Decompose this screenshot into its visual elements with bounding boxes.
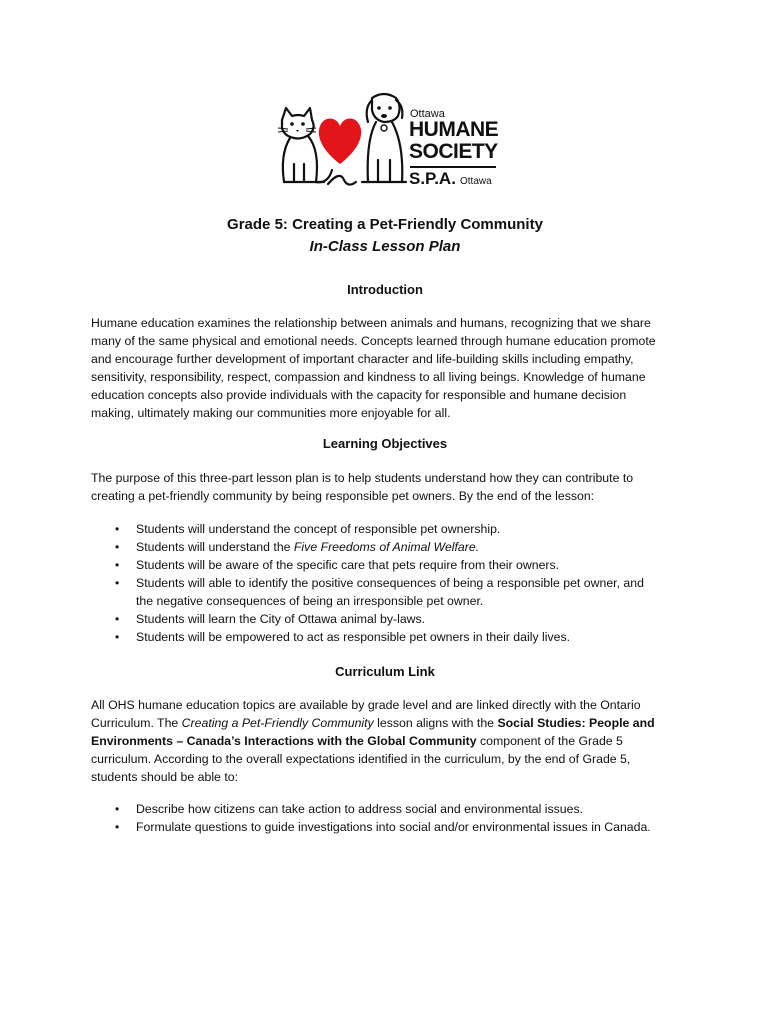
cat-heart-dog-icon xyxy=(272,84,412,192)
list-item-text: Students will understand the concept of responsible pet ownership. xyxy=(136,522,501,536)
introduction-heading: Introduction xyxy=(347,282,423,297)
logo-ottawa-bottom: Ottawa xyxy=(460,176,492,187)
text-line: many of the same physical and emotional needs. Concepts learned through humane education promote xyxy=(91,334,656,348)
text-strong: Social Studies: People and xyxy=(497,716,655,730)
list-item xyxy=(91,800,691,818)
logo-society: SOCIETY xyxy=(409,140,498,163)
introduction-paragraph xyxy=(91,314,681,422)
logo-ottawa-top: Ottawa xyxy=(410,108,445,120)
list-item-text: Formulate questions to guide investigations into social and/or environmental issues in Canada. xyxy=(136,820,651,834)
bullet-icon: • xyxy=(115,630,120,644)
list-item xyxy=(91,818,691,836)
document-subtitle: In-Class Lesson Plan xyxy=(309,238,461,255)
list-item-text: Students will able to identify the positive consequences of being a responsible pet owner, and xyxy=(136,576,644,590)
logo-humane: HUMANE xyxy=(409,118,499,141)
bullet-icon: • xyxy=(115,802,120,816)
ottawa-humane-society-logo xyxy=(272,84,504,192)
objectives-heading: Learning Objectives xyxy=(322,436,448,451)
text-line: and encourage further development of important character and life-building skills including empathy, xyxy=(91,352,634,366)
objectives-intro xyxy=(91,469,681,505)
list-item xyxy=(91,538,691,556)
bullet-icon: • xyxy=(115,576,120,590)
text-line xyxy=(91,732,681,750)
bullet-icon: • xyxy=(115,522,120,536)
list-item-emphasis: Five Freedoms of Animal Welfare. xyxy=(293,540,480,554)
text-run: lesson aligns with the xyxy=(373,716,498,730)
text-line: Humane education examines the relationship between animals and humans, recognizing that we share xyxy=(91,316,651,330)
list-item-text: Students will be aware of the specific care that pets require from their owners. xyxy=(136,558,560,572)
bullet-icon: • xyxy=(115,612,120,626)
text-line: making, ultimately making our communities more enjoyable for all. xyxy=(91,406,451,420)
text-line xyxy=(91,714,681,732)
curriculum-paragraph xyxy=(91,696,681,786)
curriculum-list xyxy=(91,800,691,836)
text-run: component of the Grade 5 xyxy=(476,734,623,748)
text-line: The purpose of this three-part lesson plan is to help students understand how they can contribute to xyxy=(91,471,634,485)
list-item-text: Students will understand the xyxy=(136,540,294,554)
list-item-text: Students will learn the City of Ottawa animal by-laws. xyxy=(136,612,426,626)
bullet-icon: • xyxy=(115,820,120,834)
bullet-icon: • xyxy=(115,558,120,572)
logo-spa: S.P.A. xyxy=(409,169,456,188)
list-item-text: Describe how citizens can take action to address social and environmental issues. xyxy=(136,802,584,816)
list-item-text: Students will be empowered to act as responsible pet owners in their daily lives. xyxy=(136,630,571,644)
list-item xyxy=(91,610,691,628)
list-item xyxy=(91,628,691,646)
list-item-text: the negative consequences of being an irresponsible pet owner. xyxy=(136,594,484,608)
text-line: students should be able to: xyxy=(91,770,238,784)
list-item xyxy=(91,574,691,610)
list-item xyxy=(91,556,691,574)
text-line: education concepts also provide individuals with the capacity for responsible and humane decision xyxy=(91,388,627,402)
text-line: All OHS humane education topics are available by grade level and are linked directly with the Ontario xyxy=(91,698,641,712)
objectives-list xyxy=(91,520,691,646)
text-strong: Environments – Canada’s Interactions with the Global Community xyxy=(91,734,477,748)
list-item xyxy=(91,520,691,538)
document-title: Grade 5: Creating a Pet-Friendly Community xyxy=(227,216,543,233)
text-run: Curriculum. The xyxy=(91,716,182,730)
text-line: creating a pet-friendly community by being responsible pet owners. By the end of the lesson: xyxy=(91,489,595,503)
text-line: sensitivity, responsibility, respect, compassion and kindness to all living beings. Knowledge of humane xyxy=(91,370,646,384)
text-emphasis: Creating a Pet-Friendly Community xyxy=(181,716,374,730)
text-line: curriculum. According to the overall expectations identified in the curriculum, by the end of Grade 5, xyxy=(91,752,631,766)
logo-rule xyxy=(410,166,496,168)
curriculum-heading: Curriculum Link xyxy=(335,664,435,679)
bullet-icon: • xyxy=(115,540,120,554)
